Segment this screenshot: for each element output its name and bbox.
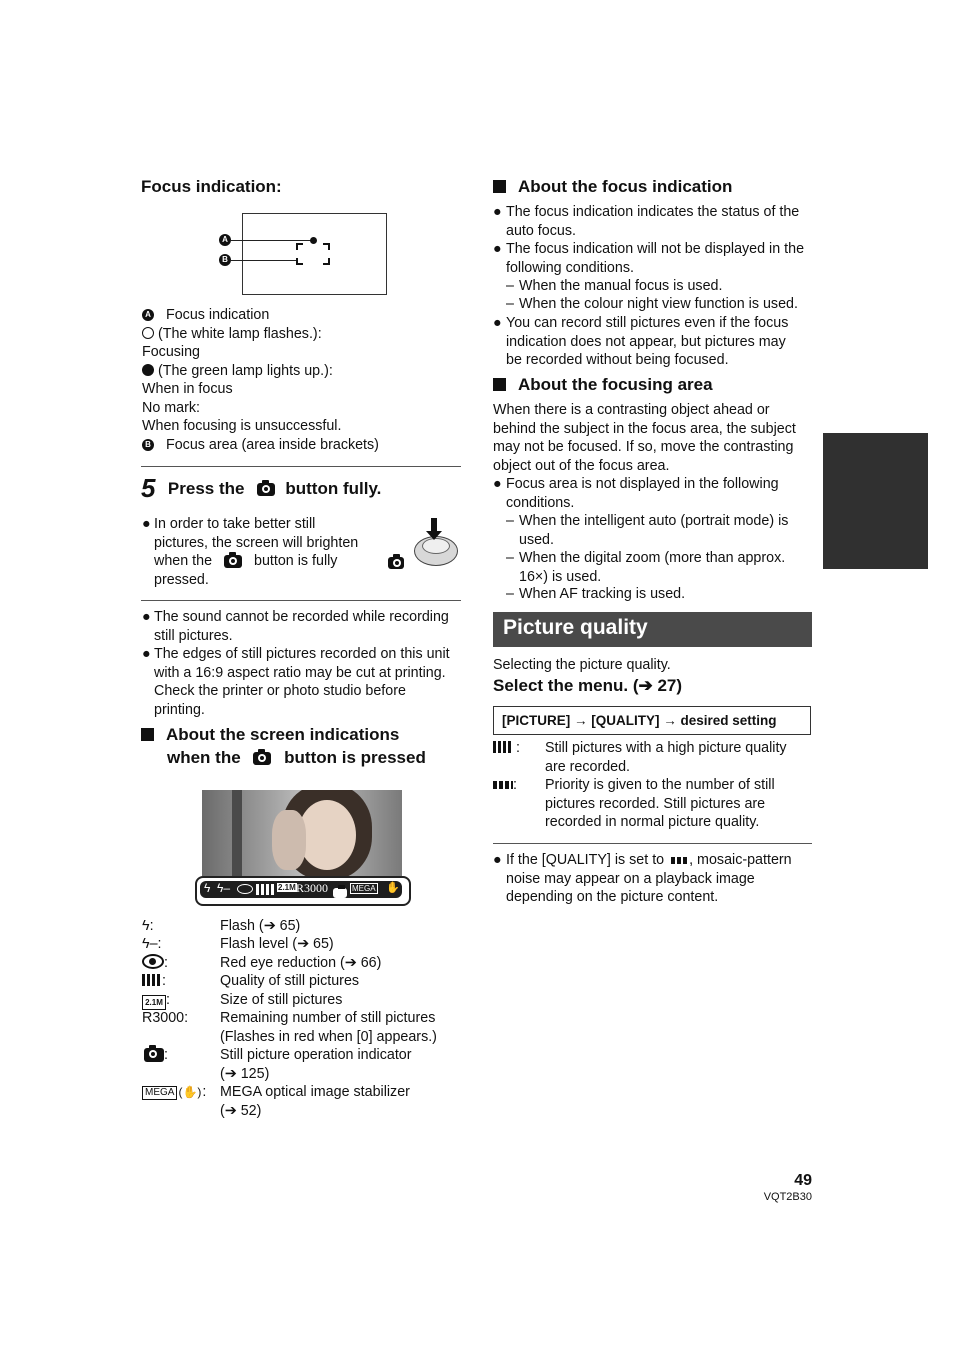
option-line: recorded in normal picture quality. <box>545 814 760 831</box>
pq-note <box>493 851 792 907</box>
dash-item <box>506 277 722 296</box>
focus-ind-bullet <box>493 240 804 277</box>
legend-focusing: Focusing <box>142 344 201 360</box>
pq-option-fine <box>493 739 787 775</box>
screen-heading-line1: About the screen indications <box>166 725 400 744</box>
legend-in-focus: When in focus <box>142 381 233 397</box>
mega-icon: MEGA <box>352 884 376 893</box>
pq-option-normal <box>493 776 775 831</box>
flash-level-icon: ϟ– <box>217 881 231 895</box>
bullet-line: be recorded without being focused. <box>506 352 729 369</box>
red-eye-icon <box>142 954 164 969</box>
focus-area-paragraph <box>493 401 796 475</box>
legend-white-lamp <box>142 325 322 344</box>
dash-item <box>506 512 788 549</box>
dash-icon: – <box>506 586 514 602</box>
option-line: Priority is given to the number of still <box>545 777 775 793</box>
legend-no-mark: No mark: <box>142 400 200 416</box>
document-code: VQT2B30 <box>763 1191 812 1203</box>
bullet-line: Focus area is not displayed in the following <box>506 476 779 492</box>
step-bullet <box>142 515 358 589</box>
step-press-text: Press the <box>167 479 245 498</box>
screen-indications-heading-2 <box>167 747 426 769</box>
indication-desc: (➔ 52) <box>220 1102 262 1119</box>
paragraph-line: may not be focused. If so, move the contrasting <box>493 439 794 456</box>
legend-b <box>142 436 379 455</box>
indication-symbol: R3000: <box>142 1010 189 1026</box>
dash-line: When the intelligent auto (portrait mode) is <box>519 513 789 529</box>
step-fully-text: button fully. <box>285 479 382 498</box>
photo-arm <box>272 810 306 870</box>
indication-flash <box>142 917 301 936</box>
step-bullet-text: button is fully <box>254 553 338 570</box>
indication-desc: MEGA optical image stabilizer <box>220 1084 410 1100</box>
indication-desc: Remaining number of still pictures <box>220 1010 436 1026</box>
dash-item <box>506 295 798 314</box>
menu-path-text: [PICTURE] → [QUALITY] → desired setting <box>502 713 777 728</box>
screen-heading-line2b: button is pressed <box>284 748 426 767</box>
dash-line: used. <box>519 531 554 548</box>
quality-normal-icon <box>671 857 689 864</box>
quality-normal-icon <box>493 781 513 789</box>
note-edges <box>142 645 450 719</box>
dash-line: When the manual focus is used. <box>519 278 723 294</box>
bullet-icon: ● <box>142 516 151 532</box>
step-number: 5 <box>141 473 156 503</box>
black-circle-icon <box>142 364 154 376</box>
bullet-icon: ● <box>493 476 502 492</box>
note-text: If the [QUALITY] is set to <box>506 852 665 868</box>
pq-intro: Selecting the picture quality. <box>493 657 671 673</box>
divider <box>493 843 812 844</box>
arrow-down-shaft <box>431 518 437 532</box>
camera-icon <box>388 557 404 569</box>
dash-icon: – <box>506 278 514 294</box>
leader-line-a <box>231 240 311 241</box>
label-b-icon: B <box>142 439 154 451</box>
focusing-area-heading <box>493 374 713 396</box>
label-a-icon: A <box>142 309 154 321</box>
dash-item <box>506 585 685 604</box>
dash-item <box>506 549 785 586</box>
focus-ind-bullet <box>493 314 788 370</box>
indication-desc: Red eye reduction (➔ 66) <box>220 955 382 971</box>
legend-white-lamp-text: (The white lamp flashes.): <box>157 326 322 342</box>
note-line: The sound cannot be recorded while recording <box>154 609 449 625</box>
paragraph-line: object out of the focus area. <box>493 457 670 474</box>
note-line: printing. <box>154 701 205 718</box>
indication-desc: (➔ 125) <box>220 1065 270 1082</box>
side-tab <box>823 433 928 569</box>
dash-icon: – <box>506 550 514 566</box>
indication-symbol: : <box>162 973 166 989</box>
note-line <box>506 851 792 870</box>
banner-title: Picture quality <box>503 616 648 639</box>
focus-diagram <box>215 213 387 296</box>
lcd-photo <box>202 790 402 876</box>
square-bullet-icon <box>493 378 506 391</box>
indication-symbol: ϟ–: <box>142 936 162 952</box>
camera-icon <box>144 1048 164 1062</box>
shutter-button-top <box>422 538 450 554</box>
dash-line: When AF tracking is used. <box>519 586 686 602</box>
camera-icon <box>224 555 242 568</box>
note-line: still pictures. <box>154 627 233 644</box>
indication-symbol: : <box>164 955 168 971</box>
dash-icon: – <box>506 296 514 312</box>
step-bullet-line <box>154 552 358 571</box>
indication-desc: Quality of still pictures <box>220 973 360 989</box>
indication-remaining <box>142 1009 437 1045</box>
bullet-line: conditions. <box>506 494 575 511</box>
dash-line: 16×) is used. <box>519 568 602 585</box>
note-line: depending on the picture content. <box>506 889 719 906</box>
camera-icon <box>253 752 271 765</box>
note-line: with a 16:9 aspect ratio may be cut at printing. <box>154 664 446 681</box>
focus-bracket-icon <box>296 243 330 265</box>
label-a-marker: A <box>219 234 231 246</box>
step-bullet-line: pictures, the screen will brighten <box>154 534 359 551</box>
screen-heading-line2a: when the <box>167 748 241 767</box>
bullet-line: You can record still pictures even if the focus <box>506 315 789 331</box>
focus-area-bullet <box>493 475 779 512</box>
indication-symbol: : <box>164 1047 168 1063</box>
bullet-icon: ● <box>493 315 502 331</box>
bullet-line: indication does not appear, but pictures may <box>506 333 786 350</box>
note-sound <box>142 608 449 645</box>
indication-operation <box>142 1046 412 1082</box>
label-b-marker: B <box>219 254 231 266</box>
step-5-heading <box>141 473 381 504</box>
flash-icon: ϟ <box>204 881 211 895</box>
pq-select-menu: Select the menu. (➔ 27) <box>493 676 683 695</box>
legend-b-text: Focus area (area inside brackets) <box>165 437 379 453</box>
bullet-icon: ● <box>142 646 151 662</box>
legend-a <box>142 306 269 325</box>
white-circle-icon <box>142 327 154 339</box>
picture-quality-banner <box>493 612 812 647</box>
indication-quality <box>142 972 360 991</box>
focus-indication-about-heading <box>493 176 732 198</box>
size-icon: 2.1M <box>142 995 166 1010</box>
indication-desc: Flash level (➔ 65) <box>220 936 334 952</box>
quality-fine-icon <box>142 974 162 986</box>
divider <box>141 466 461 467</box>
step-bullet-text: when the <box>154 553 213 570</box>
menu-path-box <box>493 706 811 735</box>
bullet-icon: ● <box>142 609 151 625</box>
mega-icon: MEGA <box>142 1086 177 1100</box>
dash-icon: – <box>506 513 514 529</box>
colon: : <box>513 777 517 793</box>
step-bullet-line: In order to take better still <box>154 516 316 532</box>
red-eye-icon <box>237 884 253 894</box>
note-line: The edges of still pictures recorded on this unit <box>154 646 450 662</box>
note-line: noise may appear on a playback image <box>506 870 755 887</box>
legend-green-lamp <box>142 362 333 381</box>
legend-unsuccessful: When focusing is unsuccessful. <box>142 418 342 434</box>
quality-fine-icon <box>493 741 513 753</box>
bullet-icon: ● <box>493 204 502 220</box>
square-bullet-icon <box>141 728 154 741</box>
bullet-line: following conditions. <box>506 259 634 276</box>
shutter-button-illustration <box>386 518 460 568</box>
focus-ind-heading-text: About the focus indication <box>518 177 733 196</box>
size-icon: 2.1M <box>278 883 296 892</box>
screen-indications-heading <box>141 724 399 746</box>
focus-indication-heading: Focus indication: <box>141 177 282 196</box>
option-line: Still pictures with a high picture quality <box>545 740 787 756</box>
stabilizer-hand-icon: (✋) <box>178 1085 202 1099</box>
leader-line-b <box>231 260 297 261</box>
focus-ind-bullet <box>493 203 799 240</box>
colon: : <box>516 740 520 756</box>
quality-icon <box>256 884 274 895</box>
indication-size <box>142 991 343 1010</box>
indication-symbol: : <box>202 1084 207 1100</box>
page-number: 49 <box>794 1172 812 1189</box>
step-bullet-line: pressed. <box>154 571 209 588</box>
legend-green-lamp-text: (The green lamp lights up.): <box>157 363 333 379</box>
remaining-count: R3000 <box>296 881 329 895</box>
indication-desc: Size of still pictures <box>220 992 343 1008</box>
note-text: , mosaic-pattern <box>689 852 792 868</box>
photo-branch <box>232 790 242 876</box>
focus-area-heading-text: About the focusing area <box>518 375 713 394</box>
indication-mega <box>142 1083 410 1119</box>
stabilizer-hand-icon: ✋ <box>386 882 400 894</box>
option-line: are recorded. <box>545 758 631 775</box>
indication-symbol: ϟ: <box>142 918 154 934</box>
bullet-line: The focus indication indicates the status of the <box>506 204 800 220</box>
square-bullet-icon <box>493 180 506 193</box>
legend-a-text: Focus indication <box>165 307 270 323</box>
bullet-line: auto focus. <box>506 222 576 239</box>
note-line: Check the printer or photo studio before <box>154 683 406 700</box>
indication-red-eye <box>142 954 382 973</box>
indication-desc: Still picture operation indicator <box>220 1047 412 1063</box>
dash-line: When the colour night view function is used. <box>519 296 798 312</box>
divider <box>141 600 461 601</box>
bullet-icon: ● <box>493 241 502 257</box>
indication-symbol: : <box>166 992 170 1008</box>
dash-line: When the digital zoom (more than approx. <box>519 550 786 566</box>
indication-flash-level <box>142 935 334 954</box>
paragraph-line: When there is a contrasting object ahead or <box>493 402 770 418</box>
indication-desc: (Flashes in red when [0] appears.) <box>220 1028 437 1045</box>
osd-bar <box>195 876 411 906</box>
arrow-down-icon <box>426 531 442 540</box>
bullet-line: The focus indication will not be displayed in the <box>506 241 805 257</box>
camera-icon <box>333 888 347 898</box>
camera-icon <box>257 483 275 496</box>
indication-desc: Flash (➔ 65) <box>220 918 301 934</box>
paragraph-line: behind the subject in the focus area, the subject <box>493 420 796 437</box>
option-line: pictures recorded. Still pictures are <box>545 795 766 812</box>
photo-face <box>298 800 356 870</box>
bullet-icon: ● <box>493 852 502 868</box>
